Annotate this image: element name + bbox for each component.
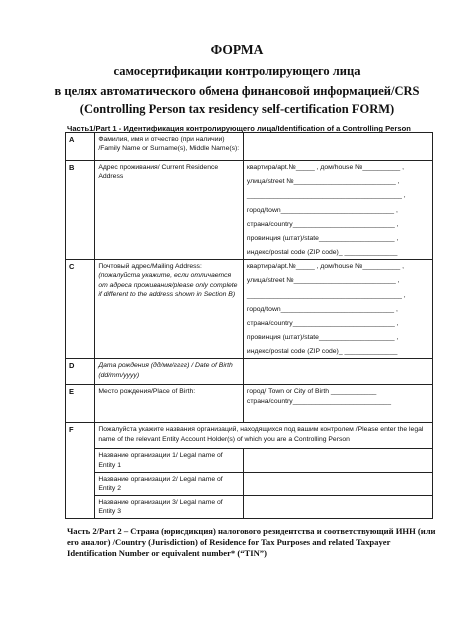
form-subtitle-3: (Controlling Person tax residency self-certification FORM) [79,102,395,116]
entity-row [66,496,433,519]
entity-2-label: Название организации 2/ Legal name of Entity 2 [95,472,244,495]
postal-code-line[interactable]: индекс/postal code (ZIP code)_ ______________ [246,348,398,356]
row-e [66,385,433,423]
mailing-address-label [95,260,244,359]
street-continued-line[interactable]: _________________________________________ , [246,291,406,299]
entity-row [66,449,433,472]
residence-address-field[interactable] [243,161,432,260]
entity-row [66,472,433,495]
street-continued-line[interactable]: _________________________________________ , [246,192,406,200]
apt-house-line[interactable]: квартира/apt.№_____ , дом/house №__________ , [246,164,404,171]
entities-intro: Пожалуйста укажите названия организаций, находящихся под вашим контролем /Please enter the legal name of the relevant Entity Account Holder(s) of which you are a Controlling Person [95,423,433,449]
street-line[interactable]: улица/street №___________________________ , [246,277,400,285]
row-c [66,260,433,359]
row-letter: B [66,161,95,260]
country-line[interactable]: страна/country___________________________ , [246,220,399,228]
dob-label: Дата рождения (дд/мм/гггг) / Date of Birth (dd/mm/yyyy) [95,359,244,385]
town-line[interactable]: город/town______________________________ , [246,305,398,313]
row-b [66,161,433,260]
row-f [66,423,433,449]
dob-field[interactable] [243,359,432,385]
row-a [66,133,433,161]
form-subtitle-1: самосертификации контролирующего лица [113,64,361,78]
name-field[interactable] [243,133,432,161]
state-line[interactable]: провинция (штат)/state____________________ , [246,234,399,242]
row-letter: F [66,423,95,519]
form-subtitle-2: в целях автоматического обмена финансовой информацией/CRS [54,84,420,98]
row-letter: D [66,359,95,385]
entity-3-field[interactable] [243,496,432,519]
residence-address-label: Адрес проживания/ Current Residence Address [95,161,244,260]
town-line[interactable]: город/town______________________________ , [246,206,398,214]
entity-1-field[interactable] [243,449,432,472]
state-line[interactable]: провинция (штат)/state____________________ , [246,334,399,342]
mailing-address-note: (пожалуйста укажите, если отличается от адреса проживания/please only complete if different to the address shown in Section B) [98,272,238,298]
place-of-birth-label: Место рождения/Place of Birth: [95,385,244,423]
street-line[interactable]: улица/street №___________________________ , [246,178,400,186]
mailing-address-title: Почтовый адрес/Mailing Address: [98,263,202,271]
name-label: Фамилия, имя и отчество (при наличии) /Family Name or Surname(s), Middle Name(s): [95,133,244,161]
row-letter: E [66,385,95,423]
entity-1-label: Название организации 1/ Legal name of Entity 1 [95,449,244,472]
row-letter: C [66,260,95,359]
country-line[interactable]: страна/country___________________________ , [246,319,399,327]
row-letter: A [66,133,95,161]
entity-3-label: Название организации 3/ Legal name of Entity 3 [95,496,244,519]
postal-code-line[interactable]: индекс/postal code (ZIP code)_ ______________ [246,249,398,257]
part1-heading: Часть1/Part 1 - Идентификация контролирующего лица/Identification of a Controlling Person [67,124,411,133]
controlling-person-table [65,132,433,519]
row-d [66,359,433,385]
place-of-birth-field[interactable]: город/ Town or City of Birth ____________ страна/country__________________________ [243,385,432,423]
part2-heading: Часть 2/Part 2 – Страна (юрисдикция) налогового резидентства и соответствующий ИНН (или его аналог) /Country (Jurisdiction) of Residence for Tax Purposes and related Taxpayer Identification Number or equivalent number* (“TIN”) [67,526,436,559]
apt-house-line[interactable]: квартира/apt.№_____ , дом/house №__________ , [246,263,404,271]
entity-2-field[interactable] [243,472,432,495]
mailing-address-field[interactable] [243,260,432,359]
form-title: ФОРМА [210,42,264,57]
